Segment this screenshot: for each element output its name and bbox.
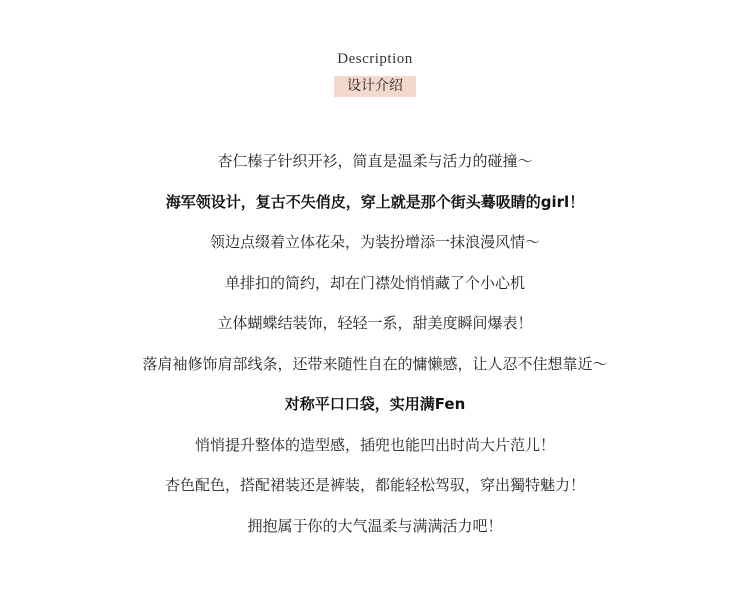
- description-line: 领边点缀着立体花朵，为装扮增添一抹浪漫风情～: [209, 233, 540, 251]
- description-line: 拥抱属于你的大气温柔与满满活力吧！: [247, 516, 503, 535]
- description-line: 单排扣的简约，却在门襟处悄悄藏了个小心机: [224, 273, 525, 292]
- description-text-block: [0, 148, 750, 553]
- description-line: 立体蝴蝶结装饰，轻轻一系，甜美度瞬间爆表！: [217, 314, 533, 332]
- description-line: 悄悄提升整体的造型感，插兜也能凹出时尚大片范儿！: [194, 435, 555, 454]
- section-title-wrap: [0, 75, 750, 97]
- description-line: 对称平口口袋，实用满Fen: [284, 395, 466, 413]
- description-line: 落肩袖修饰肩部线条，还带来随性自在的慵懒感，让人忍不住想靠近～: [142, 354, 608, 373]
- description-line: 杏色配色，搭配裙装还是裤装，都能轻松驾驭，穿出獨特魅力！: [164, 476, 585, 494]
- section-title-badge: 设计介绍: [334, 76, 416, 97]
- section-eyebrow: Description: [337, 51, 413, 67]
- description-line: 海军领设计，复古不失俏皮，穿上就是那个街头蓦吸睛的girl！: [165, 192, 585, 211]
- description-header: [0, 48, 750, 97]
- description-line: 杏仁榛子针织开衫，简直是温柔与活力的碰撞～: [217, 152, 533, 170]
